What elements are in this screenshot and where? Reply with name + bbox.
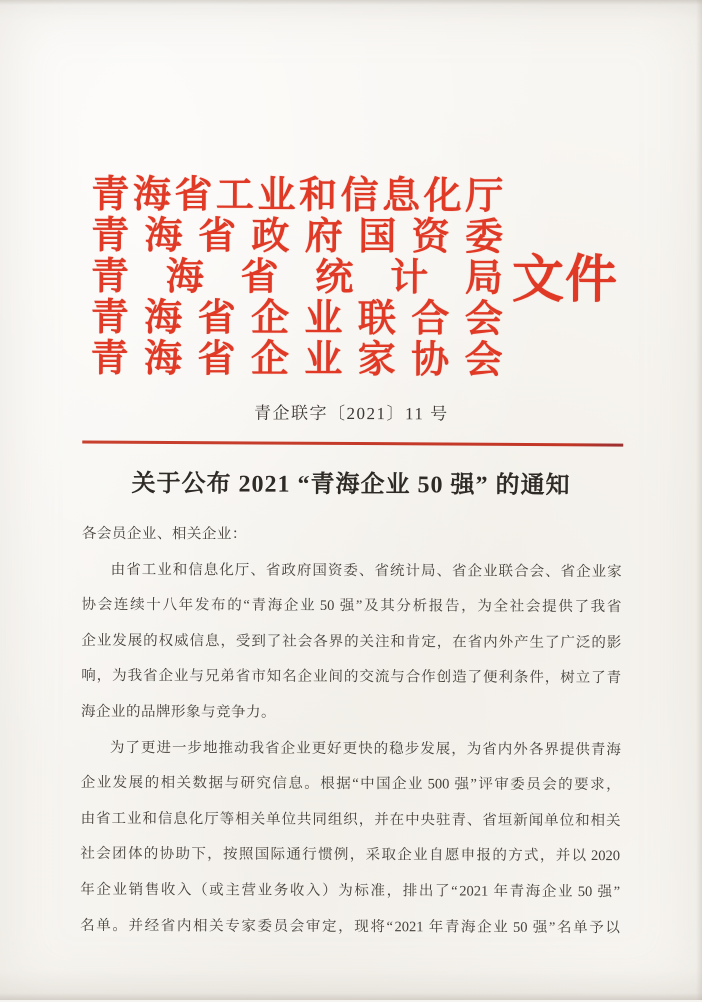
letterhead-org-line-5: 青 海 省 企 业 家 协 会: [90, 337, 503, 382]
letterhead-org-line-3: 青 海 省 统 计 局: [90, 255, 504, 300]
letterhead-file-label: 文件: [511, 251, 619, 310]
document-title: 关于公布 2021 “青海企业 50 强” 的通知: [131, 471, 571, 499]
document-number: 青企联字〔2021〕11 号: [254, 403, 449, 424]
letterhead-org-line-2: 青 海 省 政 府 国 资 委: [91, 214, 504, 259]
salutation-line: 各会员企业、相关企业：: [81, 525, 247, 543]
letterhead-org-line-1: 青 海 省 工 业 和 信 息 化 厅: [91, 173, 504, 218]
body-line: 社 会 团 体 的 协 助 下 ， 按 照 国 际 通 行 惯 例 ， 采 取 企 业 自 愿 申 报 的 方 式 ， 并 以 2020: [80, 846, 621, 865]
letterhead-org-line-4: 青 海 省 企 业 联 合 会: [90, 296, 503, 341]
body-line: 年 企 业 销 售 收 入 （ 或 主 营 业 务 收 入 ） 为 标 准 ， 排 出 了 “ 2021 年 青 海 企 业 50 强 ”: [80, 881, 621, 901]
body-line: 企 业 发 展 的 相 关 数 据 与 研 究 信 息 。 根 据 “ 中 国 企 业 500 强 ” 评 审 委 员 会 的 要 求 ，: [80, 774, 621, 794]
document-body: [80, 517, 622, 946]
letterhead: [91, 175, 504, 382]
body-line: 协 会 连 续 十 八 年 发 布 的 “ 青 海 企 业 50 强 ” 及 其 分 析 报 告 ， 为 全 社 会 提 供 了 我 省: [81, 597, 622, 616]
body-line: 响 ， 为 我 省 企 业 与 兄 弟 省 市 知 名 企 业 间 的 交 流 与 合 作 创 造 了 便 利 条 件 ， 树 立 了 青: [81, 668, 622, 687]
body-line: 为 了 更 进 一 步 地 推 动 我 省 企 业 更 好 更 快 的 稳 步 发 展 ， 为 省 内 外 各 界 提 供 青 海: [109, 739, 621, 758]
body-line: 由 省 工 业 和 信 息 化 厅 等 相 关 单 位 共 同 组 织 ， 并 在 中 央 驻 青 、 省 垣 新 闻 单 位 和 相 关: [80, 810, 621, 829]
body-line: 名 单 。 并 经 省 内 相 关 专 家 委 员 会 审 定 ， 现 将 “ 2021 年 青 海 企 业 50 强 ” 名 单 予 以: [80, 917, 620, 936]
body-line: 由 省 工 业 和 信 息 化 厅 、 省 政 府 国 资 委 、 省 统 计 局 、 省 企 业 联 合 会 、 省 企 业 家: [110, 561, 622, 580]
body-line: 海企业的品牌形象与竞争力。: [81, 703, 277, 721]
red-separator-line: [82, 440, 623, 446]
body-line: 企 业 发 展 的 权 威 信 息 ， 受 到 了 社 会 各 界 的 关 注 和 肯 定 ， 在 省 内 外 产 生 了 广 泛 的 影: [81, 632, 622, 651]
